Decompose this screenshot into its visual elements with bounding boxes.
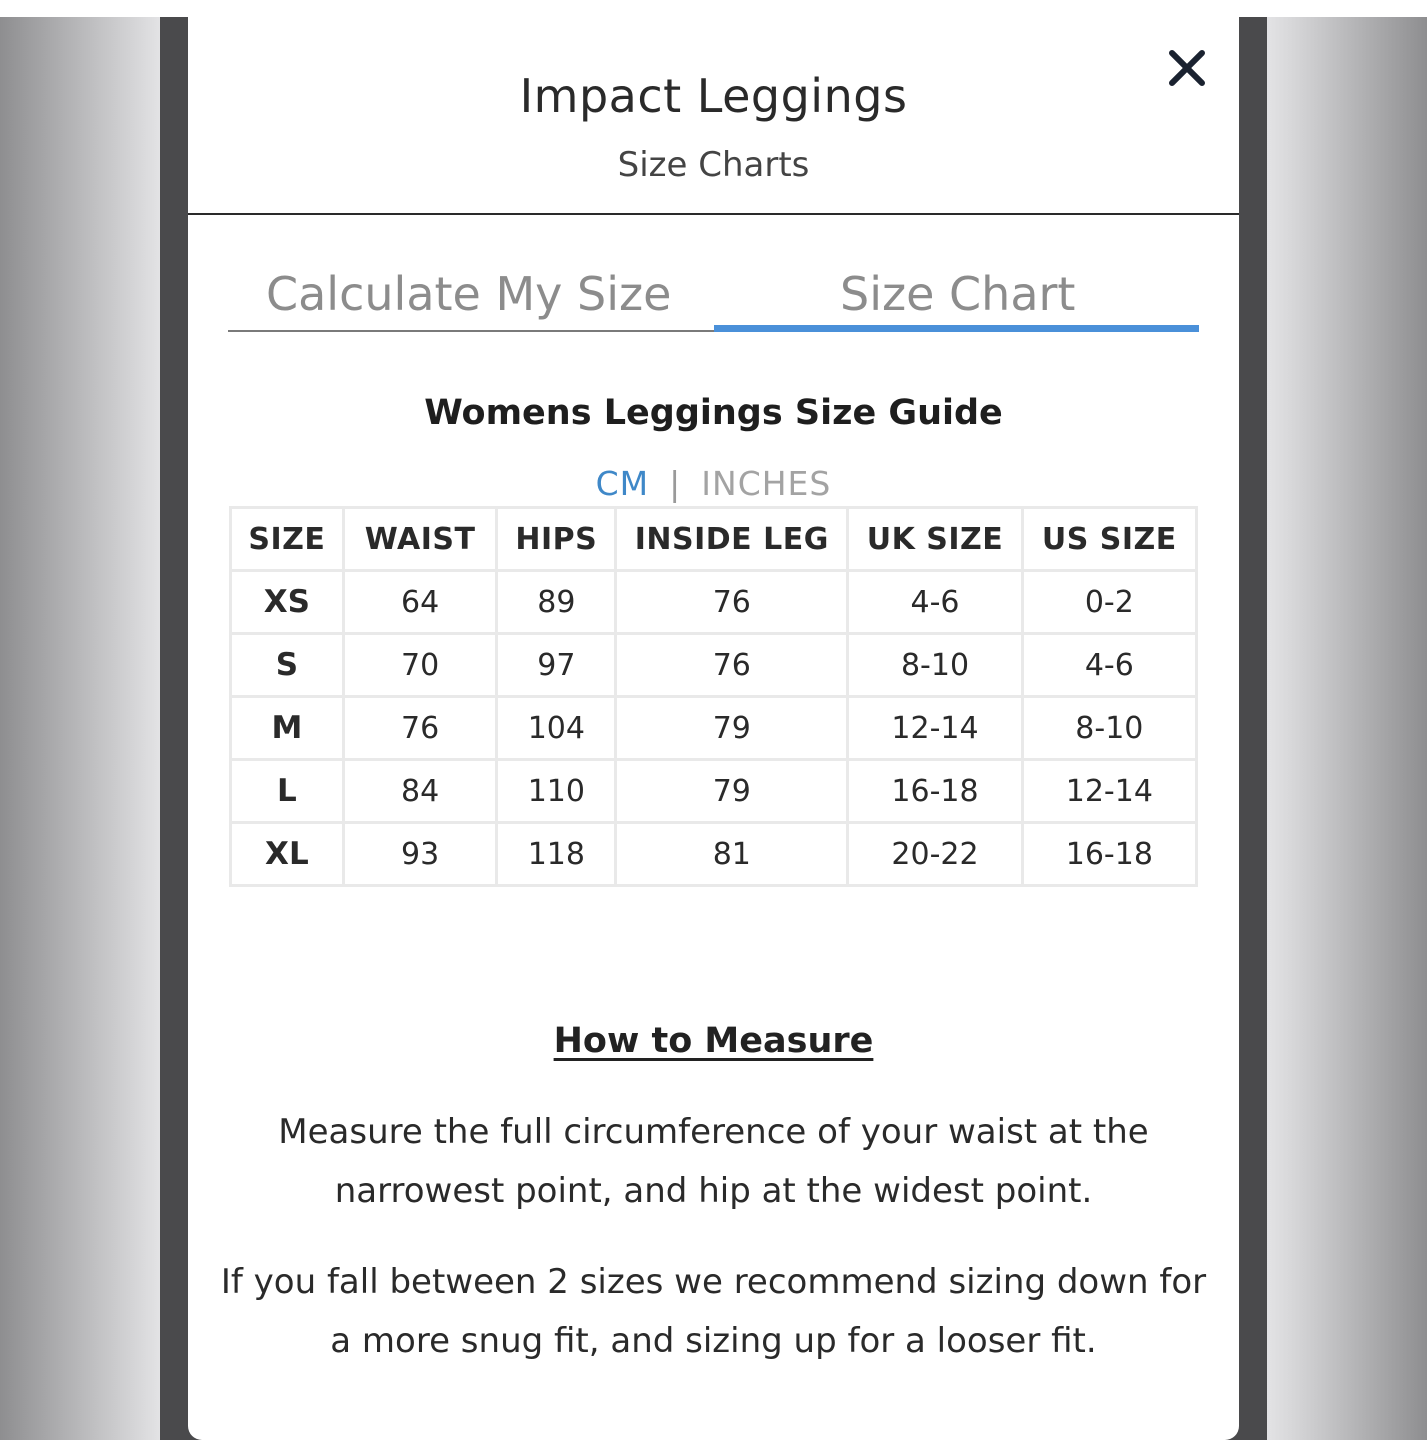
unit-inches-toggle[interactable]: INCHES — [701, 464, 832, 503]
unit-separator: | — [669, 464, 682, 503]
size-guide-title: Womens Leggings Size Guide — [424, 393, 1003, 433]
header-waist: WAIST — [343, 508, 497, 571]
header-us-size: US SIZE — [1022, 508, 1196, 571]
header-size: SIZE — [231, 508, 344, 571]
table-cell: 79 — [616, 697, 848, 760]
top-strip — [0, 0, 1427, 17]
table-cell: 76 — [616, 571, 848, 634]
table-cell: XL — [231, 823, 344, 886]
unit-cm-toggle[interactable]: CM — [595, 464, 650, 503]
table-cell: 8-10 — [848, 634, 1022, 697]
header-hips: HIPS — [497, 508, 616, 571]
tab-active-indicator — [714, 325, 1199, 332]
header-inside-leg: INSIDE LEG — [616, 508, 848, 571]
table-cell: L — [231, 760, 344, 823]
table-cell: 79 — [616, 760, 848, 823]
size-chart-modal — [188, 17, 1239, 1440]
table-cell: 16-18 — [1022, 823, 1196, 886]
table-cell: S — [231, 634, 344, 697]
table-row — [231, 823, 1197, 886]
table-cell: 97 — [497, 634, 616, 697]
table-cell: 4-6 — [848, 571, 1022, 634]
table-cell: 8-10 — [1022, 697, 1196, 760]
header-uk-size: UK SIZE — [848, 508, 1022, 571]
close-icon — [1166, 47, 1208, 89]
tab-calculate-my-size[interactable]: Calculate My Size — [266, 267, 672, 321]
table-row — [231, 634, 1197, 697]
modal-subtitle: Size Charts — [617, 145, 810, 185]
table-cell: 64 — [343, 571, 497, 634]
table-cell: 12-14 — [848, 697, 1022, 760]
unit-toggle — [188, 464, 1239, 503]
table-cell: 4-6 — [1022, 634, 1196, 697]
tab-size-chart[interactable]: Size Chart — [840, 267, 1076, 321]
measure-instructions: Measure the full circumference of your waist at the narrowest point, and hip at the widest point. — [278, 1112, 1149, 1211]
table-cell: 118 — [497, 823, 616, 886]
table-row — [231, 571, 1197, 634]
table-header-row — [231, 508, 1197, 571]
table-cell: 16-18 — [848, 760, 1022, 823]
table-cell: XS — [231, 571, 344, 634]
table-cell: M — [231, 697, 344, 760]
table-cell: 12-14 — [1022, 760, 1196, 823]
sizing-recommendation: If you fall between 2 sizes we recommend sizing down for a more snug fit, and sizing up for a looser fit. — [220, 1262, 1207, 1361]
table-cell: 76 — [343, 697, 497, 760]
table-cell: 76 — [616, 634, 848, 697]
close-button[interactable] — [1166, 47, 1208, 89]
modal-title: Impact Leggings — [519, 69, 908, 123]
header-divider — [188, 213, 1239, 215]
table-cell: 70 — [343, 634, 497, 697]
table-cell: 89 — [497, 571, 616, 634]
table-cell: 0-2 — [1022, 571, 1196, 634]
table-row — [231, 697, 1197, 760]
table-cell: 110 — [497, 760, 616, 823]
table-cell: 81 — [616, 823, 848, 886]
table-cell: 104 — [497, 697, 616, 760]
table-row — [231, 760, 1197, 823]
table-cell: 20-22 — [848, 823, 1022, 886]
how-to-measure-heading: How to Measure — [553, 1021, 874, 1061]
tab-underline — [228, 330, 714, 332]
table-cell: 93 — [343, 823, 497, 886]
table-cell: 84 — [343, 760, 497, 823]
size-table — [229, 506, 1198, 887]
